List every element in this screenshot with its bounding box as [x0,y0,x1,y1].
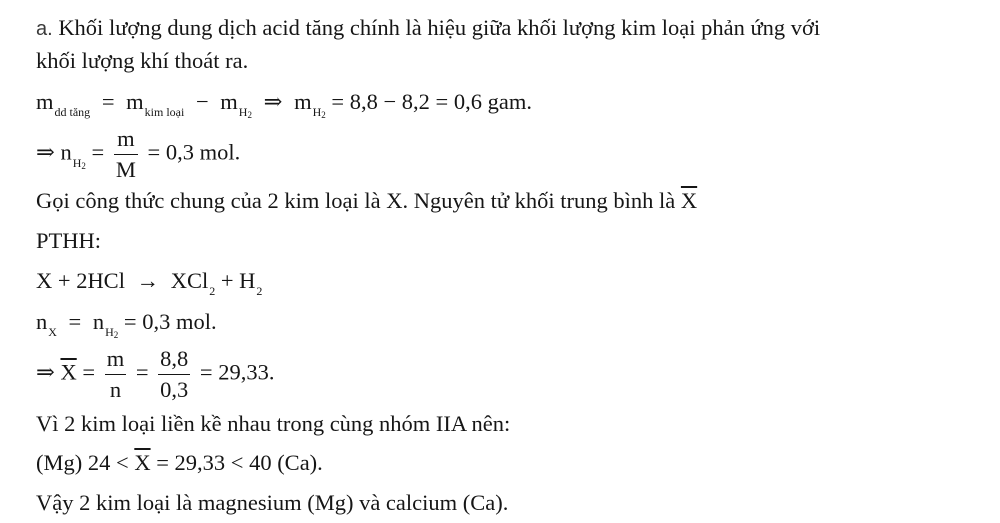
equation-rhs: = 0,3 mol. [147,139,241,165]
equation-moles-h2 [36,128,240,181]
conclusion-text: Vậy 2 kim loại là magnesium (Mg) và calcium (Ca). [36,490,509,515]
text-line-10: Vì 2 kim loại liền kề nhau trong cùng nhóm IIA nên: [36,411,511,436]
equation-mass-increase [36,89,532,120]
inequality-right: = 29,33 < 40 (Ca). [156,450,323,475]
fraction-denominator: 0,3 [160,376,189,402]
equation-rhs: = 8,8 − 8,2 = 0,6 [331,89,482,114]
symbol-n: n [36,309,48,334]
symbol-m: m [36,89,54,114]
subscript-h2: H2 [105,325,119,340]
symbol-x-bar: $\overline{X}$ [680,188,698,213]
text-line-2: khối lượng khí thoát ra. [36,48,249,73]
equals-sign: = [82,359,96,385]
fraction-numerator: m [114,128,138,155]
paragraph-line-12 [36,492,508,515]
fraction-denominator: n [109,376,122,402]
subscript-x: X [48,325,57,339]
equals-sign: = [68,309,82,334]
subscript-dd-tang: dd tăng [54,105,91,119]
paragraph-line-5 [36,190,697,213]
text-line-5: Gọi công thức chung của 2 kim loại là X. Nguyên tử khối trung bình là [36,188,676,213]
paragraph-line-1 [36,17,820,40]
unit-gam: gam. [487,89,532,114]
symbol-x-bar: $\overline{X}$ [134,450,151,475]
symbol-m: m [294,89,312,114]
product-xcl: XCl [170,268,209,293]
fraction-denominator: M [115,156,136,182]
subscript-h2: H2 [72,155,86,171]
label-pthh: PTHH: [36,228,102,253]
equation-reaction [36,268,263,298]
subscript-h2: H2 [312,105,326,120]
inequality-line [36,452,323,475]
equation-rhs: = 29,33. [199,359,275,385]
subscript-2: 2 [256,284,263,298]
equation-average-mass [36,348,274,401]
equals-sign: = [91,139,105,165]
fraction-m-over-n [105,348,127,401]
fraction-values [158,348,190,401]
product-h: + H [220,268,256,293]
fraction-numerator: m [105,348,127,375]
equation-moles-x [36,309,217,340]
paragraph-line-2 [36,50,248,73]
implies-arrow: ⇒ [36,139,55,165]
reaction-arrow: → [136,268,160,293]
implies-arrow: ⇒ [263,89,283,114]
symbol-m: m [126,89,144,114]
subscript-kim-loai: kim loại [144,105,185,119]
fraction-numerator: 8,8 [158,348,190,375]
symbol-n: n [92,309,105,334]
minus-sign: − [195,89,209,114]
paragraph-line-6 [36,230,101,253]
inequality-left: (Mg) 24 < [36,450,129,475]
subscript-2: 2 [209,284,216,298]
symbol-m: m [220,89,238,114]
symbol-n: n [60,139,72,165]
equals-sign: = [135,359,149,385]
subscript-h2: H2 [238,105,252,120]
symbol-x-bar: $\overline{X}$ [60,359,77,385]
paragraph-line-10 [36,413,510,436]
text-line-1: Khối lượng dung dịch acid tăng chính là hiệu giữa khối lượng kim loại phản ứng với [58,15,821,40]
item-marker: a. [36,18,53,40]
fraction-m-over-M [114,128,138,181]
equation-rhs: = 0,3 mol. [123,309,217,334]
implies-arrow: ⇒ [36,359,55,385]
equals-sign: = [101,89,115,114]
reactants: X + 2HCl [36,268,125,293]
